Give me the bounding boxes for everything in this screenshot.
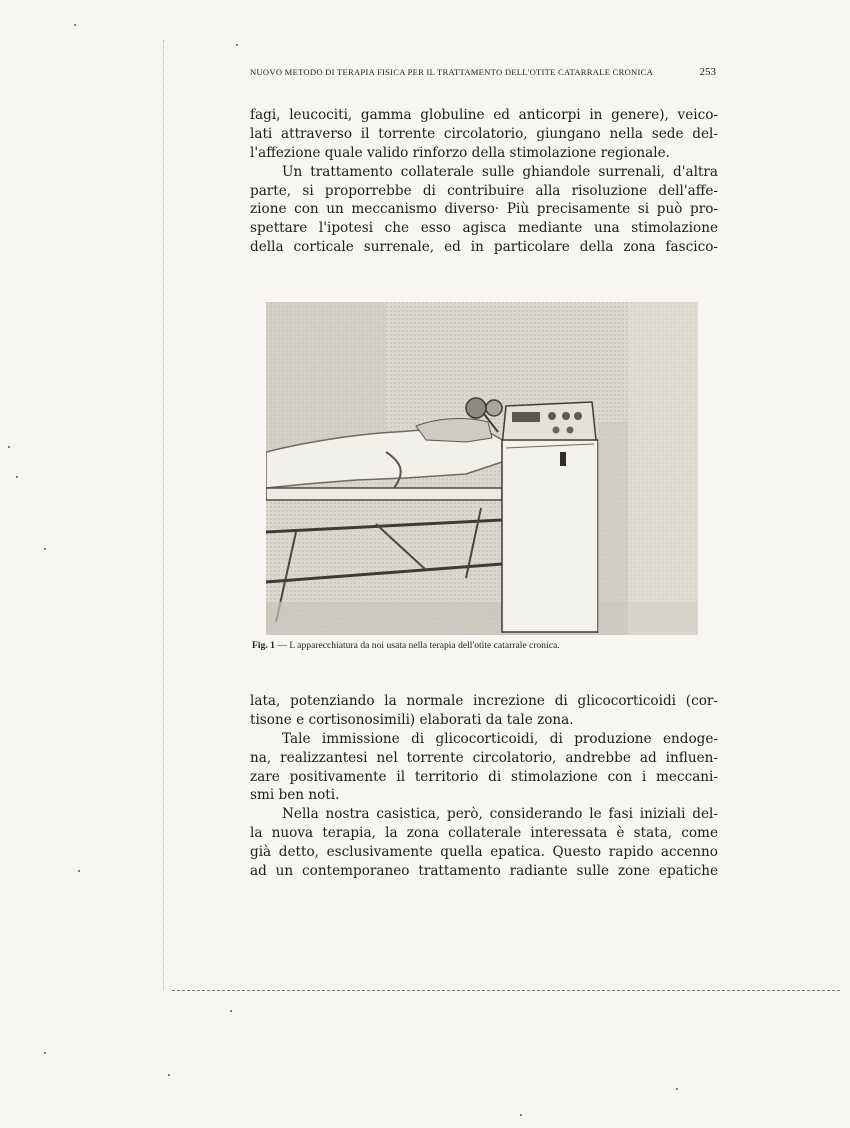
scan-speck [74, 24, 76, 26]
scan-speck [78, 870, 80, 872]
page-number: 253 [699, 66, 716, 78]
scan-speck [44, 1052, 46, 1054]
text-line: fagi, leucociti, gamma globuline ed anticorpi in genere), veico- [250, 107, 718, 123]
text-line: zare positivamente il territorio di stimolazione con i meccani- [250, 768, 718, 785]
text-line: tisone e cortisonosimili) elaborati da tale zona. [250, 711, 574, 728]
caption-label: Fig. 1 [252, 640, 275, 651]
running-header [250, 66, 716, 78]
text-line: parte, si proporrebbe di contribuire alla risoluzione dell'affe- [250, 182, 718, 199]
running-title: NUOVO METODO DI TERAPIA FISICA PER IL TRATTAMENTO DELL'OTITE CATARRALE CRONICA [250, 67, 654, 77]
caption-text: — L apparecchiatura da noi usata nella terapia dell'otite catarrale cronica. [274, 640, 560, 651]
scan-speck [520, 1114, 522, 1116]
scan-speck [168, 1074, 170, 1076]
scan-speck [236, 44, 238, 46]
page-edge-rule [172, 990, 840, 991]
text-line: Un trattamento collaterale sulle ghiandole surrenali, d'altra [282, 163, 718, 180]
margin-crease [163, 40, 164, 990]
scan-speck [16, 476, 18, 478]
text-line: lati attraverso il torrente circolatorio, giungano nella sede del- [250, 125, 718, 142]
text-line: della corticale surrenale, ed in particolare della zona fascico- [250, 239, 718, 256]
scan-speck [230, 1010, 232, 1012]
text-line: lata, potenziando la normale increzione di glicocorticoidi (cor- [250, 693, 718, 709]
text-line: spettare l'ipotesi che esso agisca mediante una stimolazione [250, 220, 718, 237]
photo-illustration [266, 302, 698, 635]
paragraph-block-bottom [250, 692, 718, 881]
text-line: ad un contemporaneo trattamento radiante sulle zone epatiche [250, 863, 718, 880]
text-line: già detto, esclusivamente quella epatica. Questo rapido accenno [250, 844, 718, 861]
text-line: Nella nostra casistica, però, considerando le fasi iniziali del- [282, 806, 718, 823]
scan-speck [44, 548, 46, 550]
text-line: na, realizzantesi nel torrente circolatorio, andrebbe ad influen- [250, 749, 718, 766]
figure-caption [252, 640, 720, 651]
text-line: Tale immissione di glicocorticoidi, di produzione endoge- [282, 730, 718, 747]
text-line: smi ben noti. [250, 787, 340, 804]
paragraph-block-top [250, 106, 718, 257]
scan-speck [676, 1088, 678, 1090]
figure-photograph [266, 302, 698, 635]
text-line: zione con un meccanismo diverso· Più precisamente si può pro- [250, 201, 718, 218]
scan-speck [8, 446, 10, 448]
text-line: la nuova terapia, la zona collaterale interessata è stata, come [250, 825, 718, 842]
text-line: l'affezione quale valido rinforzo della stimolazione regionale. [250, 144, 670, 161]
